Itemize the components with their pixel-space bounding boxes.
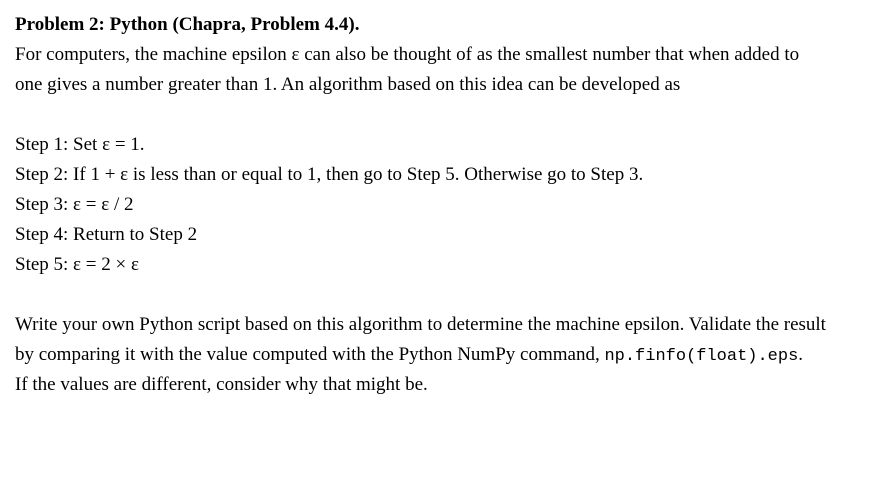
intro-line-2: one gives a number greater than 1. An algorithm based on this idea can be developed as <box>15 74 681 95</box>
task-line-3: If the values are different, consider why that might be. <box>15 374 428 395</box>
intro-line-1: For computers, the machine epsilon ε can also be thought of as the smallest number that when added to <box>15 44 800 65</box>
task-line-2-suffix: . <box>798 344 804 365</box>
step-1: Step 1: Set ε = 1. <box>15 134 145 155</box>
numpy-eps-command: np.finfo(float).eps <box>604 347 799 366</box>
step-5: Step 5: ε = 2 × ε <box>15 254 139 275</box>
task-line-1: Write your own Python script based on this algorithm to determine the machine epsilon. Validate the result <box>15 314 826 335</box>
task-line-2 <box>15 344 803 368</box>
task-line-2-text: by comparing it with the value computed with the Python NumPy command, <box>15 344 605 365</box>
step-3: Step 3: ε = ε / 2 <box>15 194 134 215</box>
step-2: Step 2: If 1 + ε is less than or equal to 1, then go to Step 5. Otherwise go to Step 3. <box>15 164 644 185</box>
problem-title: Problem 2: Python (Chapra, Problem 4.4). <box>15 14 360 35</box>
step-4: Step 4: Return to Step 2 <box>15 224 198 245</box>
